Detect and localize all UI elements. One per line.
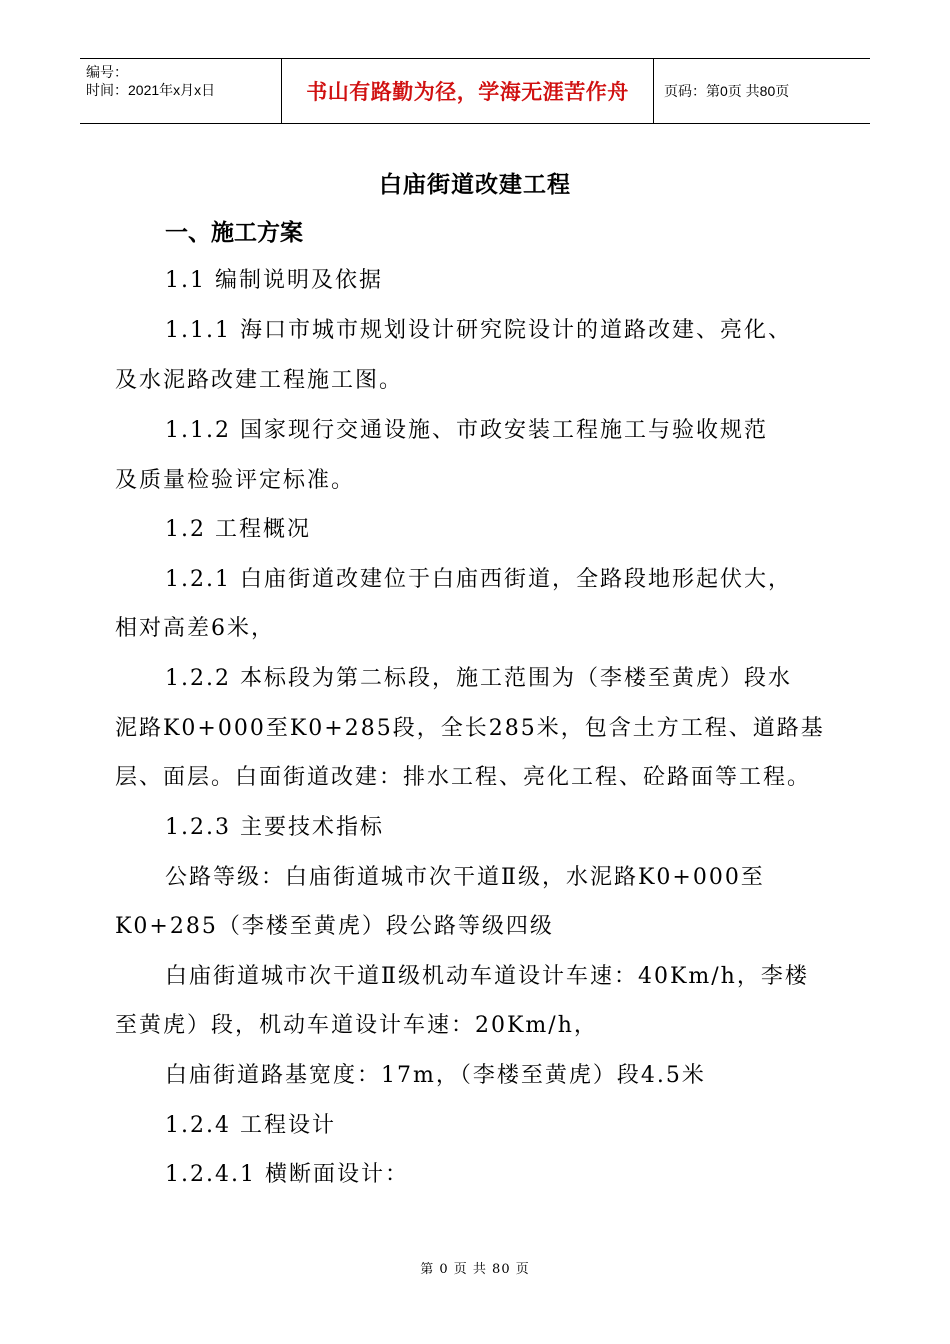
section-heading: 一、施工方案: [165, 220, 303, 246]
body-line: 1.1 编制说明及依据: [165, 268, 383, 293]
body-line: 1.2.1 白庙街道改建位于白庙西街道，全路段地形起伏大，: [165, 567, 792, 592]
header-motto: 书山有路勤为径，学海无涯苦作舟: [306, 80, 629, 104]
body-line: 1.2.3 主要技术指标: [165, 815, 384, 840]
header-meta-cell: [80, 59, 282, 123]
body-line: 1.2.4 工程设计: [165, 1113, 336, 1138]
document-time-label: 时间：2021年x月x日: [86, 82, 216, 98]
body-line: 及水泥路改建工程施工图。: [115, 368, 404, 393]
body-line: 泥路K0+000至K0+285段，全长285米，包含土方工程、道路基: [115, 716, 825, 741]
header-page-cell: [654, 59, 870, 123]
body-line: K0+285（李楼至黄虎）段公路等级四级: [115, 914, 554, 939]
page-footer: 第 0 页 共 80 页: [420, 1262, 530, 1277]
body-line: 白庙街道城市次干道Ⅱ级机动车道设计车速：40Km/h，李楼: [165, 964, 809, 989]
body-line: 1.2 工程概况: [165, 517, 311, 542]
body-line: 相对高差6米，: [115, 616, 275, 641]
body-line: 白庙街道路基宽度：17m，（李楼至黄虎）段4.5米: [165, 1063, 706, 1088]
body-line: 至黄虎）段，机动车道设计车速：20Km/h，: [115, 1013, 598, 1038]
header-page-info: 页码：第0页 共80页: [664, 83, 790, 99]
body-line: 及质量检验评定标准。: [115, 468, 356, 493]
header-motto-cell: [282, 59, 654, 123]
body-line: 1.1.1 海口市城市规划设计研究院设计的道路改建、亮化、: [165, 318, 792, 343]
body-line: 层、面层。白面街道改建：排水工程、亮化工程、砼路面等工程。: [115, 765, 812, 790]
document-number-label: 编号：: [86, 64, 128, 80]
body-line: 公路等级：白庙街道城市次干道Ⅱ级，水泥路K0+000至: [165, 865, 765, 890]
body-line: 1.2.4.1 横断面设计：: [165, 1162, 409, 1187]
body-line: 1.1.2 国家现行交通设施、市政安装工程施工与验收规范: [165, 418, 768, 443]
body-line: 1.2.2 本标段为第二标段，施工范围为（李楼至黄虎）段水: [165, 666, 792, 691]
page-header: [80, 58, 870, 124]
document-title: 白庙街道改建工程: [379, 172, 571, 198]
